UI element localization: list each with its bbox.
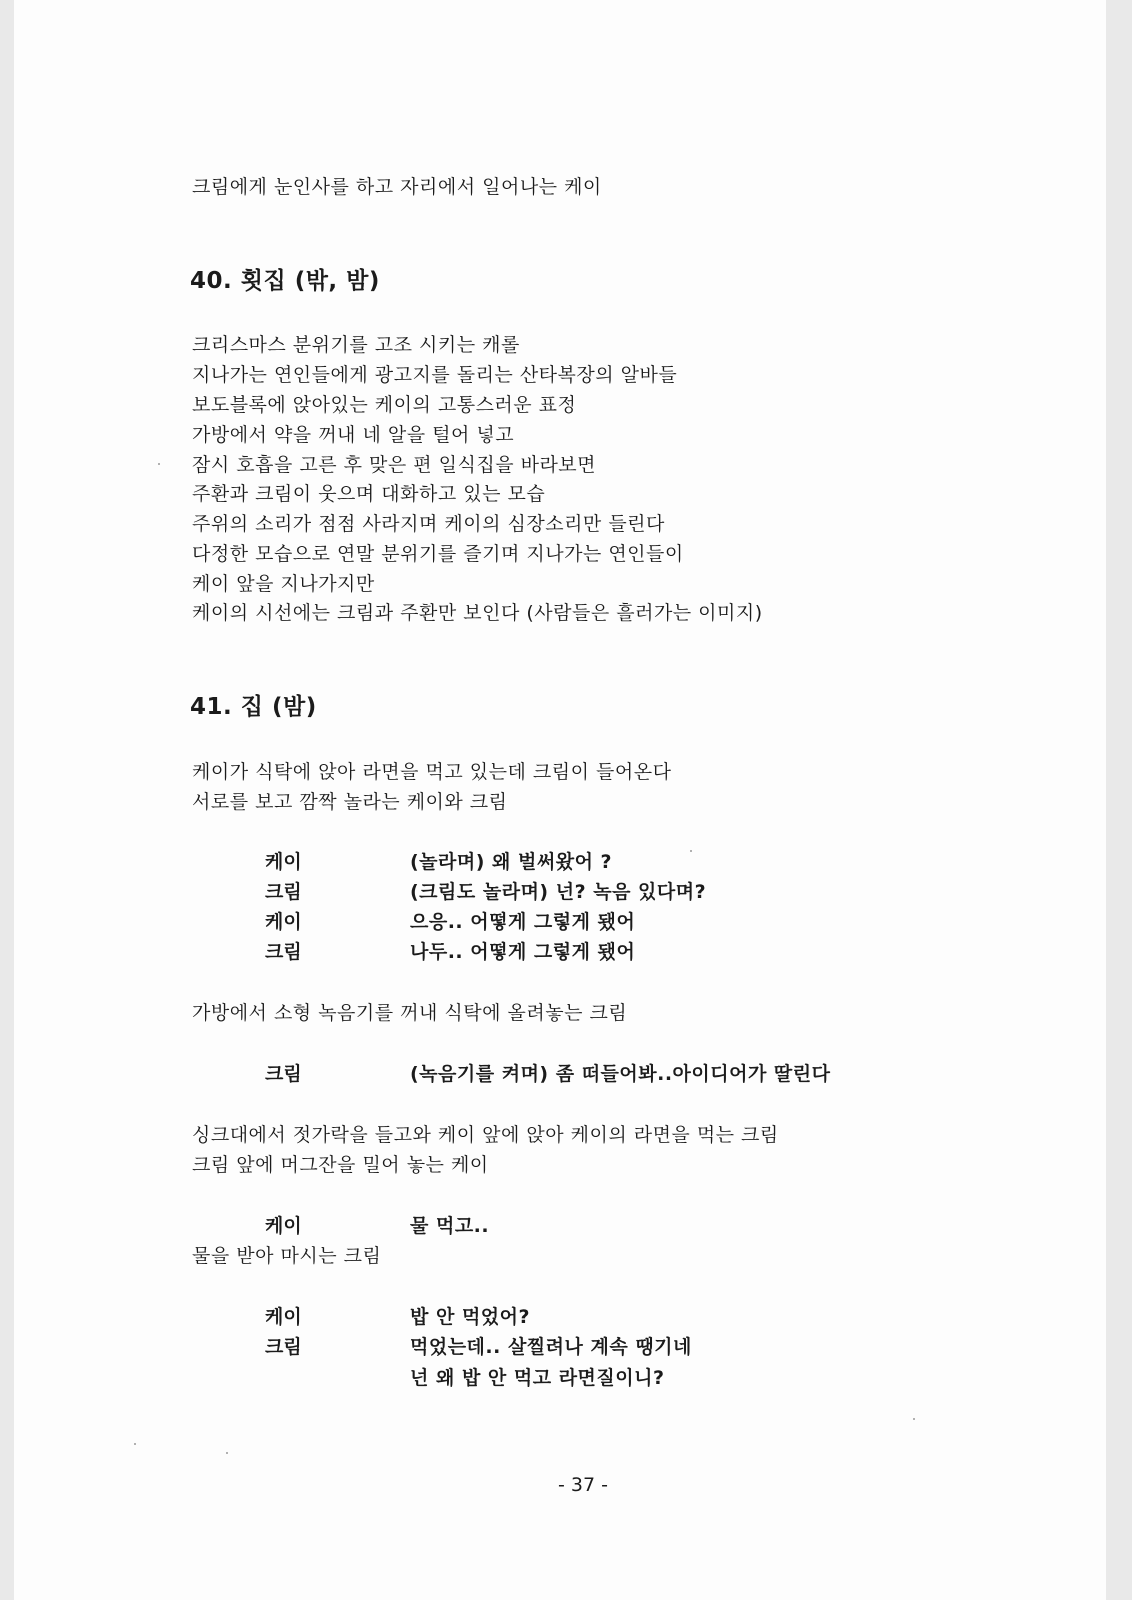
dialogue-line: 먹었는데.. 살찔려나 계속 땡기네	[410, 1336, 692, 1358]
speaker-name: 케이	[265, 851, 302, 873]
action-line: 케이 앞을 지나가지만	[192, 573, 375, 595]
speaker-name: 크림	[265, 881, 302, 903]
scene-heading-41: 41. 집 (밤)	[190, 694, 317, 720]
dialogue-row	[0, 1363, 1132, 1393]
scan-speck	[226, 1452, 228, 1454]
action-line: 가방에서 약을 꺼내 네 알을 털어 넣고	[192, 424, 515, 446]
speaker-name: 크림	[265, 1336, 302, 1358]
dialogue-line: 넌 왜 밥 안 먹고 라면질이니?	[410, 1367, 665, 1389]
action-line: 주환과 크림이 웃으며 대화하고 있는 모습	[192, 483, 546, 505]
action-line: 잠시 호흡을 고른 후 맞은 편 일식집을 바라보면	[192, 454, 597, 476]
action-line: 지나가는 연인들에게 광고지를 돌리는 산타복장의 알바들	[192, 364, 678, 386]
dialogue-line: 나두.. 어떻게 그렇게 됐어	[410, 941, 636, 963]
scan-speck	[158, 463, 160, 465]
action-line: 주위의 소리가 점점 사라지며 케이의 심장소리만 들린다	[192, 513, 665, 535]
action-line: 다정한 모습으로 연말 분위기를 즐기며 지나가는 연인들이	[192, 543, 684, 565]
action-line: 가방에서 소형 녹음기를 꺼내 식탁에 올려놓는 크림	[192, 1002, 628, 1024]
action-line: 보도블록에 앉아있는 케이의 고통스러운 표정	[192, 394, 577, 416]
dialogue-row	[0, 1332, 1132, 1362]
page-number: - 37 -	[558, 1474, 608, 1496]
dialogue-row	[0, 1059, 1132, 1089]
action-line: 싱크대에서 젓가락을 들고와 케이 앞에 앉아 케이의 라면을 먹는 크림	[192, 1124, 779, 1146]
dialogue-row	[0, 847, 1132, 877]
action-line: 물을 받아 마시는 크림	[192, 1245, 382, 1267]
speaker-name: 크림	[265, 941, 302, 963]
speaker-name: 케이	[265, 1306, 302, 1328]
scene-heading-40: 40. 횟집 (밖, 밤)	[190, 268, 380, 294]
dialogue-row	[0, 907, 1132, 937]
speaker-name: 크림	[265, 1063, 302, 1085]
speaker-name: 케이	[265, 1215, 302, 1237]
dialogue-row	[0, 1302, 1132, 1332]
scan-speck	[690, 850, 692, 852]
dialogue-row	[0, 937, 1132, 967]
action-line: 크리스마스 분위기를 고조 시키는 캐롤	[192, 334, 520, 356]
scan-speck	[913, 1418, 915, 1420]
action-line: 서로를 보고 깜짝 놀라는 케이와 크림	[192, 791, 508, 813]
action-line: 크림에게 눈인사를 하고 자리에서 일어나는 케이	[192, 176, 602, 198]
scan-speck	[134, 1443, 136, 1445]
action-line: 케이가 식탁에 앉아 라면을 먹고 있는데 크림이 들어온다	[192, 761, 672, 783]
dialogue-line: 으응.. 어떻게 그렇게 됐어	[410, 911, 636, 933]
dialogue-line: 물 먹고..	[410, 1215, 490, 1237]
dialogue-row	[0, 1211, 1132, 1241]
dialogue-line: 밥 안 먹었어?	[410, 1306, 531, 1328]
action-line: 크림 앞에 머그잔을 밀어 놓는 케이	[192, 1154, 489, 1176]
speaker-name: 케이	[265, 911, 302, 933]
dialogue-line: (크림도 놀라며) 넌? 녹음 있다며?	[410, 881, 707, 903]
dialogue-line: (놀라며) 왜 벌써왔어 ?	[410, 851, 613, 873]
dialogue-row	[0, 877, 1132, 907]
dialogue-line: (녹음기를 켜며) 좀 떠들어봐..아이디어가 딸린다	[410, 1063, 831, 1085]
action-line: 케이의 시선에는 크림과 주환만 보인다 (사람들은 흘러가는 이미지)	[192, 602, 763, 624]
